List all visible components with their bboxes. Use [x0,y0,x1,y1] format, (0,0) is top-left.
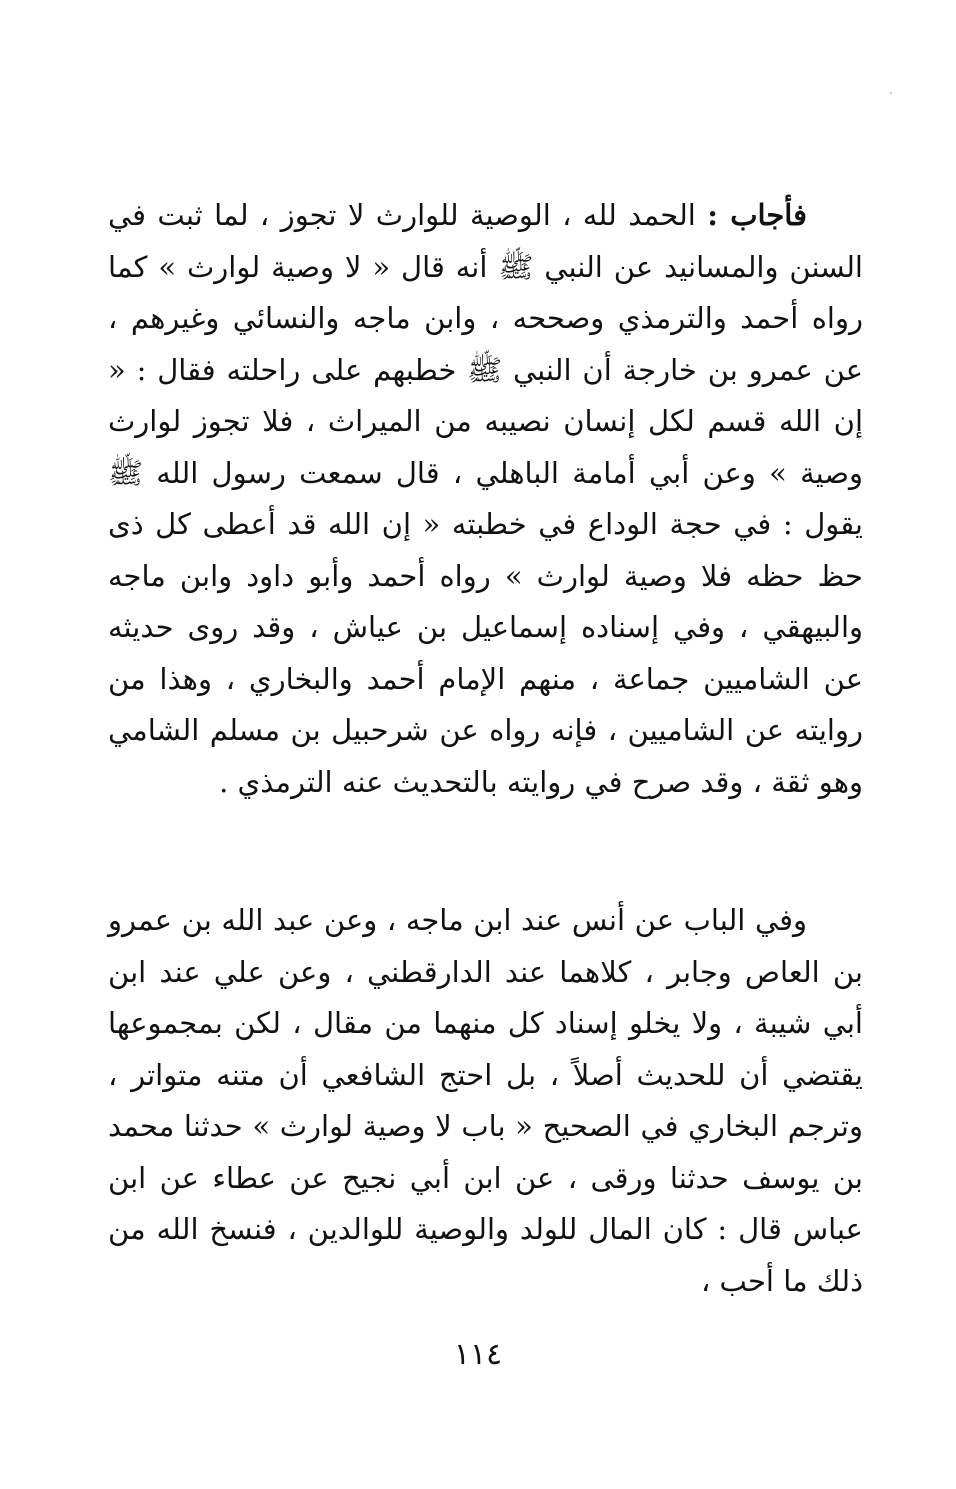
answer-text: الحمد لله ، الوصية للوارث لا تجوز ، لما ثبت في السنن والمسانيد عن النبي ﷺ أنه قال « لا وصية لوارث » كما رواه أحمد والترمذي وصححه ، وابن ماجه والنسائي وغيرهم ، عن عمرو بن خارجة أن النبي ﷺ خطبهم على راحلته فقال : « إن الله قسم لكل إنسان نصيبه من الميراث ، فلا تجوز لوارث وصية » وعن أبي أمامة الباهلي ، قال سمعت رسول الله ﷺ يقول : في حجة الوداع في خطبته « إن الله قد أعطى كل ذى حظ حظه فلا وصية لوارث » رواه أحمد وأبو داود وابن ماجه والبيهقي ، وفي إسناده إسماعيل بن عياش ، وقد روى حديثه عن الشاميين جماعة ، منهم الإمام أحمد والبخاري ، وهذا من روايته عن الشاميين ، فإنه رواه عن شرحبيل بن مسلم الشامي وهو ثقة ، وقد صرح في روايته بالتحديث عنه الترمذي . [108,198,863,799]
paragraph-answer [108,190,863,808]
paragraph-chapter-narrations [108,895,863,1307]
paper-speck [890,92,892,94]
chapter-narrations-text: وفي الباب عن أنس عند ابن ماجه ، وعن عبد الله بن عمرو بن العاص وجابر ، كلاهما عند الدارقطني ، وعن علي عند ابن أبي شيبة ، ولا يخلو إسناد كل منهما من مقال ، لكن بمجموعها يقتضي أن للحديث أصلاً ، بل احتج الشافعي أن متنه متواتر ، وترجم البخاري في الصحيح « باب لا وصية لوارث » حدثنا محمد بن يوسف حدثنا ورقى ، عن ابن أبي نجيح عن عطاء عن ابن عباس قال : كان المال للولد والوصية للوالدين ، فنسخ الله من ذلك ما أحب ، [108,903,863,1298]
page-number: ١١٤ [453,1337,503,1372]
answer-lead: فأجاب : [707,198,807,232]
